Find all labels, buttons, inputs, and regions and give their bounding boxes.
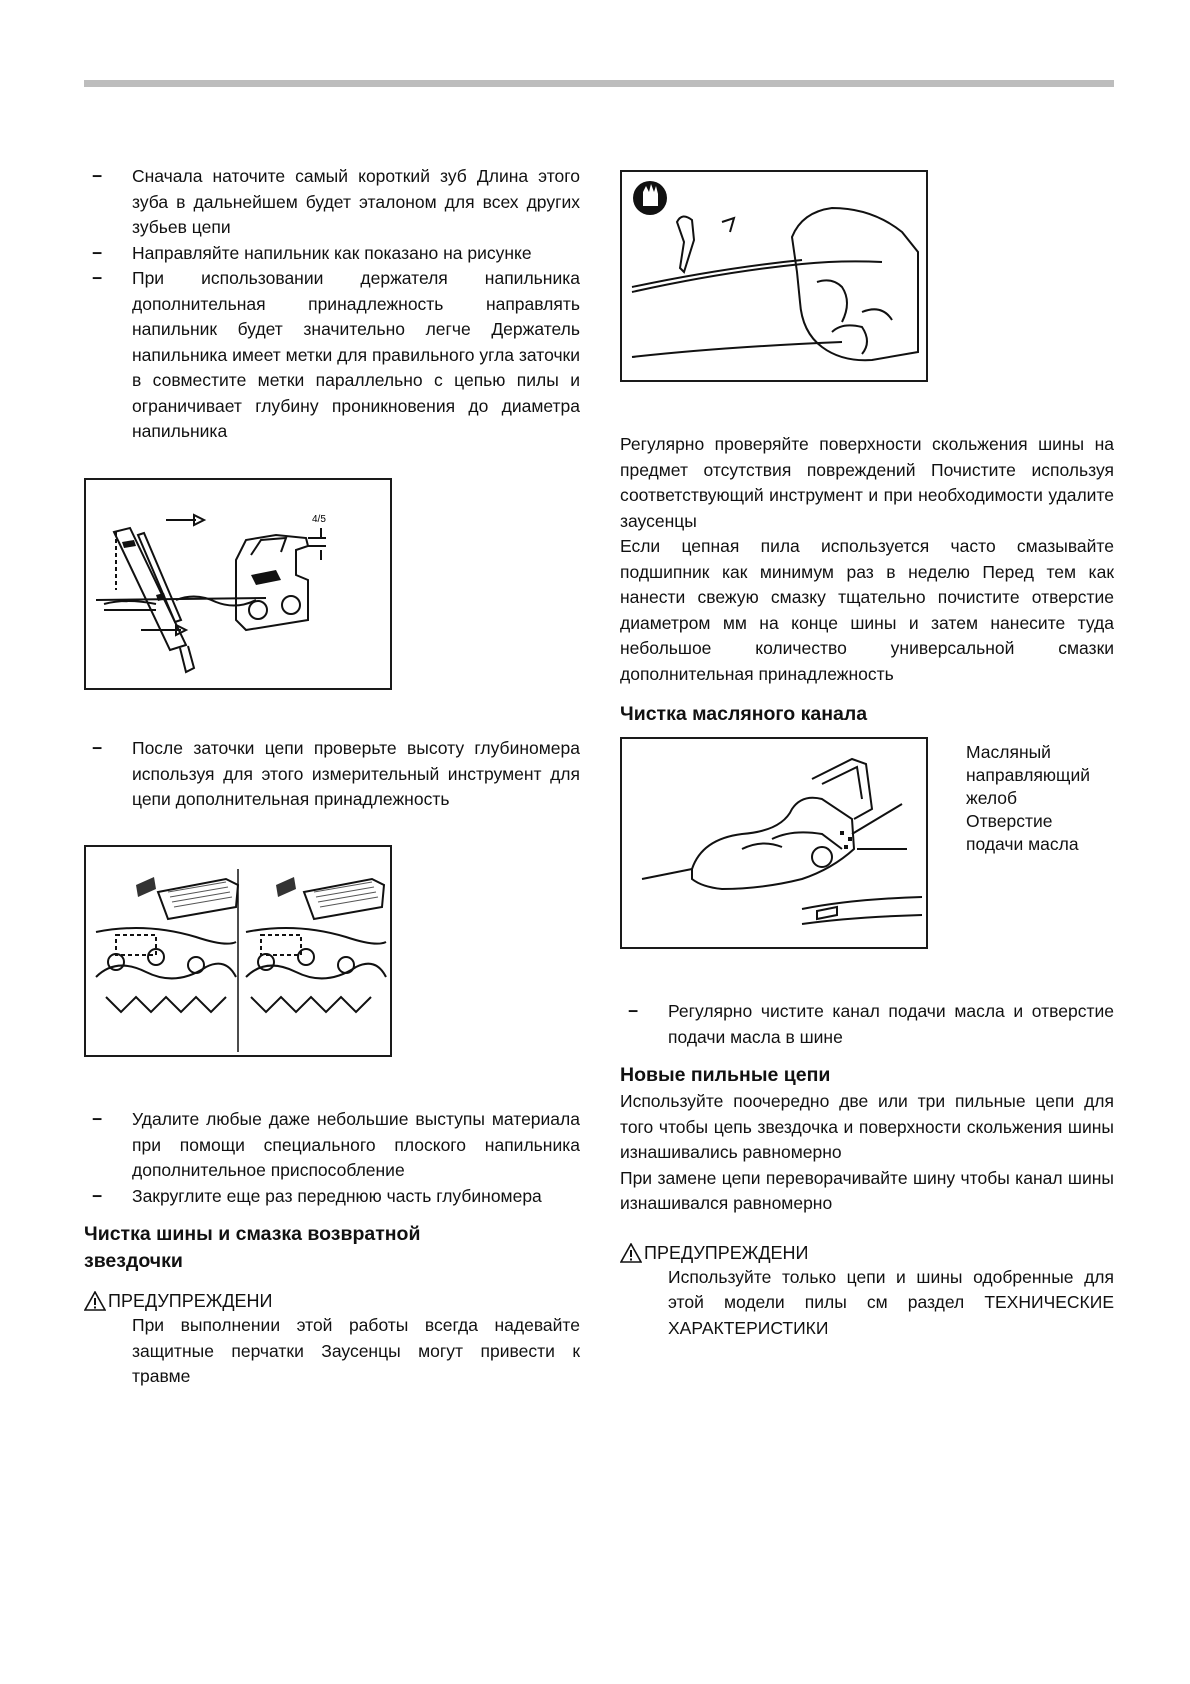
- legend-line: Масляный: [966, 742, 1051, 762]
- depth-gauge-illustration: [86, 847, 390, 1055]
- section-heading: Чистка масляного канала: [620, 703, 868, 725]
- warning-triangle-icon: [620, 1243, 642, 1263]
- warning-title: ПРЕДУПРЕЖДЕНИ: [620, 1241, 1114, 1265]
- legend-line: Отверстие: [966, 811, 1053, 831]
- gloves-illustration: [622, 172, 926, 380]
- figure-depth-gauge: [84, 845, 392, 1057]
- list-item: − Удалите любые даже небольшие выступы материала при помощи специального плоского напильника дополнительное приспособление: [92, 1109, 580, 1180]
- list-item: − Закруглите еще раз переднюю часть глубиномера: [92, 1185, 542, 1206]
- list-item: − Направляйте напильник как показано на рисунке: [92, 242, 532, 263]
- paragraph: При замене цепи переворачивайте шину чтобы канал шины изнашивался равномерно: [620, 1167, 1114, 1213]
- paragraph: Если цепная пила используется часто смазывайте подшипник как минимум раз в неделю Перед тем как нанести свежую смазку тщательно почистите отверстие диаметром мм на конце шины и затем нанесите туда небольшое количество универсальной смазки дополнительная принадлежность: [620, 536, 1114, 684]
- right-column: [620, 432, 1114, 728]
- figure-oil-channel: [620, 737, 928, 949]
- list-item: − Сначала наточите самый короткий зуб Длина этого зуба в дальнейшем будет эталоном для всех других зубьев цепи: [92, 166, 580, 237]
- oil-legend: [966, 741, 1116, 856]
- chainsaw-illustration: [622, 739, 926, 947]
- list-item: − Регулярно чистите канал подачи масла и отверстие подачи масла в шине: [628, 1001, 1114, 1047]
- paragraph: Используйте поочередно две или три пильные цепи для того чтобы цепь звездочка и поверхности скольжения шины изнашивались равномерно: [620, 1091, 1114, 1162]
- figure-file-holder: [84, 478, 392, 690]
- file-holder-illustration: [86, 480, 390, 688]
- left-column-mid: [84, 736, 580, 813]
- warning-triangle-icon: [84, 1291, 106, 1311]
- legend-line: желоб: [966, 788, 1018, 808]
- warning-text: Используйте только цепи и шины одобренные для этой модели пилы см раздел ТЕХНИЧЕСКИЕ ХАРАКТЕРИСТИКИ: [668, 1266, 1114, 1338]
- right-column-bottom: [620, 999, 1114, 1341]
- paragraph: Регулярно проверяйте поверхности скольжения шины на предмет отсутствия повреждений Почистите используя соответствующий инструмент и при необходимости удалите заусенцы: [620, 434, 1114, 531]
- section-heading: Чистка шины и смазка возвратной звездочки: [84, 1223, 421, 1272]
- left-column: [84, 164, 580, 445]
- legend-line: подачи масла: [966, 834, 1079, 854]
- section-heading: Новые пильные цепи: [620, 1064, 831, 1086]
- warning-text: При выполнении этой работы всегда надевайте защитные перчатки Заусенцы могут привести к травме: [132, 1315, 580, 1386]
- figure-gloves: [620, 170, 928, 382]
- warning-title: ПРЕДУПРЕЖДЕНИ: [84, 1289, 580, 1313]
- depth-label: 4/5: [312, 514, 326, 525]
- header-rule: [84, 80, 1114, 87]
- legend-line: направляющий: [966, 765, 1090, 785]
- list-item: − После заточки цепи проверьте высоту глубиномера используя для этого измерительный инструмент для цепи дополнительная принадлежность: [92, 738, 580, 809]
- left-column-bottom: [84, 1107, 580, 1390]
- list-item: − При использовании держателя напильника дополнительная принадлежность направлять напильник будет значительно легче Держатель напильника имеет метки для правильного угла заточки в совместите метки параллельно с цепью пилы и ограничивает глубину проникновения до диаметра напильника: [92, 268, 580, 441]
